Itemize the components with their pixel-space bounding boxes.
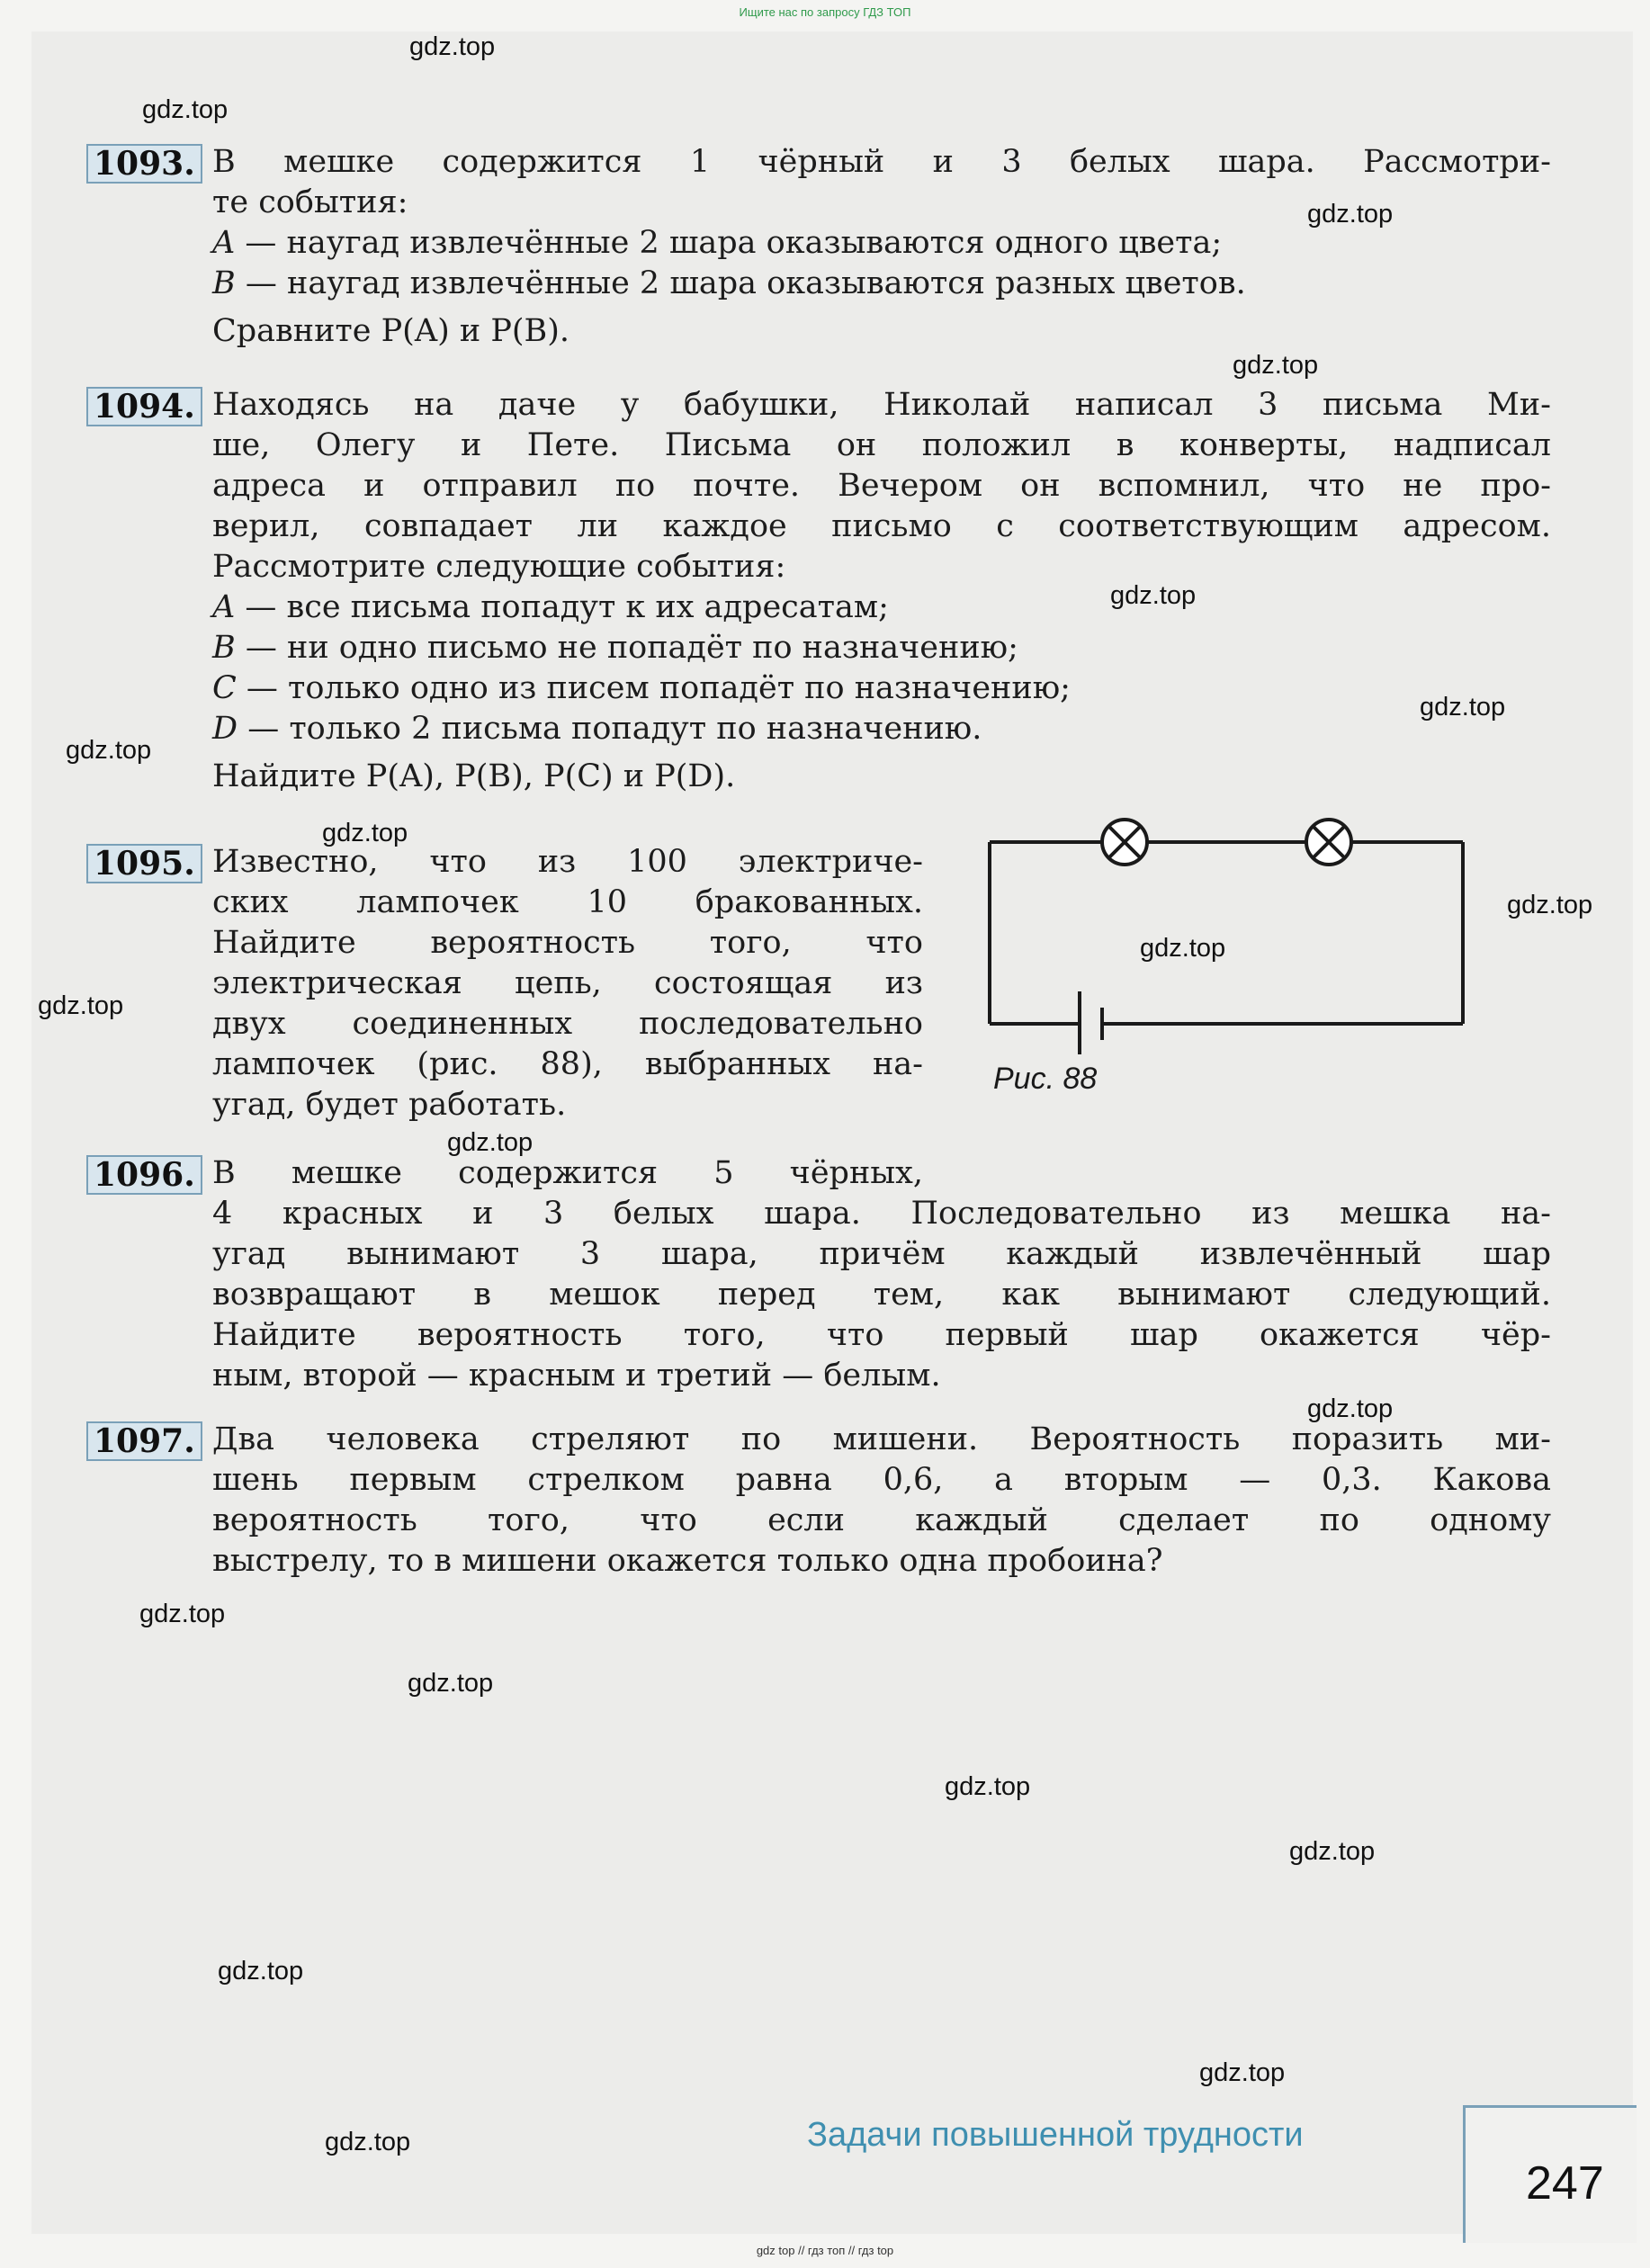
lamp-2-icon xyxy=(1306,820,1351,865)
problem-text xyxy=(212,385,1551,797)
text-line: Найдите вероятность того, что первый шар окажется чёр- xyxy=(212,1317,1551,1353)
event-text: — только одно из писем попадёт по назначению; xyxy=(236,670,1071,706)
watermark: gdz.top xyxy=(322,819,408,847)
text-line: ских лампочек 10 бракованных. xyxy=(212,884,923,920)
watermark: gdz.top xyxy=(1307,200,1394,229)
text-line: возвращают в мешок перед тем, как вынимают следующий. xyxy=(212,1277,1551,1313)
watermark: gdz.top xyxy=(139,1600,226,1628)
text-line: Найдите вероятность того, что xyxy=(212,925,923,961)
problem-number: 1095. xyxy=(86,844,202,883)
event-letter: C xyxy=(212,670,237,706)
text-line: Два человека стреляют по мишени. Вероятность поразить ми- xyxy=(212,1421,1551,1457)
text-line: адреса и отправил по почте. Вечером он вспомнил, что не про- xyxy=(212,468,1551,504)
watermark: gdz.top xyxy=(1507,891,1593,919)
event-text: — только 2 письма попадут по назначению. xyxy=(238,711,982,747)
text-line: двух соединенных последовательно xyxy=(212,1006,923,1042)
lamp-1-icon xyxy=(1102,820,1147,865)
watermark: gdz.top xyxy=(945,1772,1031,1801)
event-text: — ни одно письмо не попадёт по назначению; xyxy=(235,630,1018,666)
text-line: Сравните P(A) и P(B). xyxy=(212,313,570,349)
event-line xyxy=(212,264,1551,304)
watermark: gdz.top xyxy=(218,1957,304,1986)
top-banner: Ищите нас по запросу ГДЗ ТОП xyxy=(739,5,911,19)
text-line: В мешке содержится 5 чёрных, xyxy=(212,1155,923,1191)
watermark: gdz.top xyxy=(447,1128,534,1157)
event-text: — все письма попадут к их адресатам; xyxy=(235,589,889,625)
text-line: угад, будет работать. xyxy=(212,1087,567,1123)
event-line xyxy=(212,668,1551,709)
watermark: gdz.top xyxy=(66,736,152,765)
problem-number: 1096. xyxy=(86,1155,202,1195)
event-letter: B xyxy=(212,630,236,666)
section-title: Задачи повышенной трудности xyxy=(807,2116,1304,2154)
watermark: gdz.top xyxy=(38,991,124,1020)
event-letter: A xyxy=(212,225,236,261)
page-number: 247 xyxy=(1526,2157,1604,2210)
circuit-diagram xyxy=(981,811,1475,1054)
problem-text xyxy=(212,842,923,1125)
text-line: вероятность того, что если каждый сделает по одному xyxy=(212,1502,1551,1538)
watermark: gdz.top xyxy=(1140,934,1226,963)
event-line xyxy=(212,628,1551,668)
watermark: gdz.top xyxy=(1420,693,1506,722)
watermark: gdz.top xyxy=(1233,351,1319,380)
event-line xyxy=(212,709,1551,749)
text-line: верил, совпадает ли каждое письмо с соответствующим адресом. xyxy=(212,508,1551,544)
event-line xyxy=(212,587,1551,628)
page-sheet xyxy=(31,31,1633,2234)
text-line: ным, второй — красным и третий — белым. xyxy=(212,1358,941,1394)
watermark: gdz.top xyxy=(408,1669,494,1698)
watermark: gdz.top xyxy=(325,2128,411,2156)
watermark: gdz.top xyxy=(1199,2058,1286,2087)
text-line: 4 красных и 3 белых шара. Последовательно из мешка на- xyxy=(212,1196,1551,1232)
text-line: Находясь на даче у бабушки, Николай написал 3 письма Ми- xyxy=(212,387,1551,423)
event-text: — наугад извлечённые 2 шара оказываются одного цвета; xyxy=(235,225,1223,261)
event-letter: A xyxy=(212,589,236,625)
watermark: gdz.top xyxy=(1307,1394,1394,1423)
watermark: gdz.top xyxy=(1289,1837,1376,1866)
event-line xyxy=(212,223,1551,264)
event-text: — наугад извлечённые 2 шара оказываются разных цветов. xyxy=(235,265,1246,301)
text-line: те события: xyxy=(212,184,408,220)
text-line: В мешке содержится 1 чёрный и 3 белых шара. Рассмотри- xyxy=(212,144,1551,180)
problem-number: 1097. xyxy=(86,1421,202,1461)
watermark: gdz.top xyxy=(142,95,229,124)
text-line: лампочек (рис. 88), выбранных на- xyxy=(212,1046,923,1082)
text-line: Рассмотрите следующие события: xyxy=(212,549,786,585)
text-line: угад вынимают 3 шара, причём каждый извлечённый шар xyxy=(212,1236,1551,1272)
problem-text xyxy=(212,1153,1551,1396)
problem-number: 1094. xyxy=(86,387,202,426)
event-letter: B xyxy=(212,265,236,301)
problem-text xyxy=(212,1420,1551,1582)
figure-caption: Рис. 88 xyxy=(993,1062,1098,1096)
text-line: выстрелу, то в мишени окажется только одна пробоина? xyxy=(212,1543,1163,1579)
watermark: gdz.top xyxy=(409,32,496,61)
text-line: электрическая цепь, состоящая из xyxy=(212,965,923,1001)
problem-number: 1093. xyxy=(86,144,202,184)
text-line: шень первым стрелком равна 0,6, а вторым — 0,3. Какова xyxy=(212,1462,1551,1498)
watermark: gdz.top xyxy=(1110,581,1197,610)
problem-text xyxy=(212,142,1551,352)
bottom-banner: gdz top // гдз топ // гдз top xyxy=(756,2244,894,2257)
text-line: Найдите P(A), P(B), P(C) и P(D). xyxy=(212,758,736,794)
text-line: Известно, что из 100 электриче- xyxy=(212,844,923,880)
text-line: ше, Олегу и Пете. Письма он положил в конверты, надписал xyxy=(212,427,1551,463)
event-letter: D xyxy=(212,711,238,747)
